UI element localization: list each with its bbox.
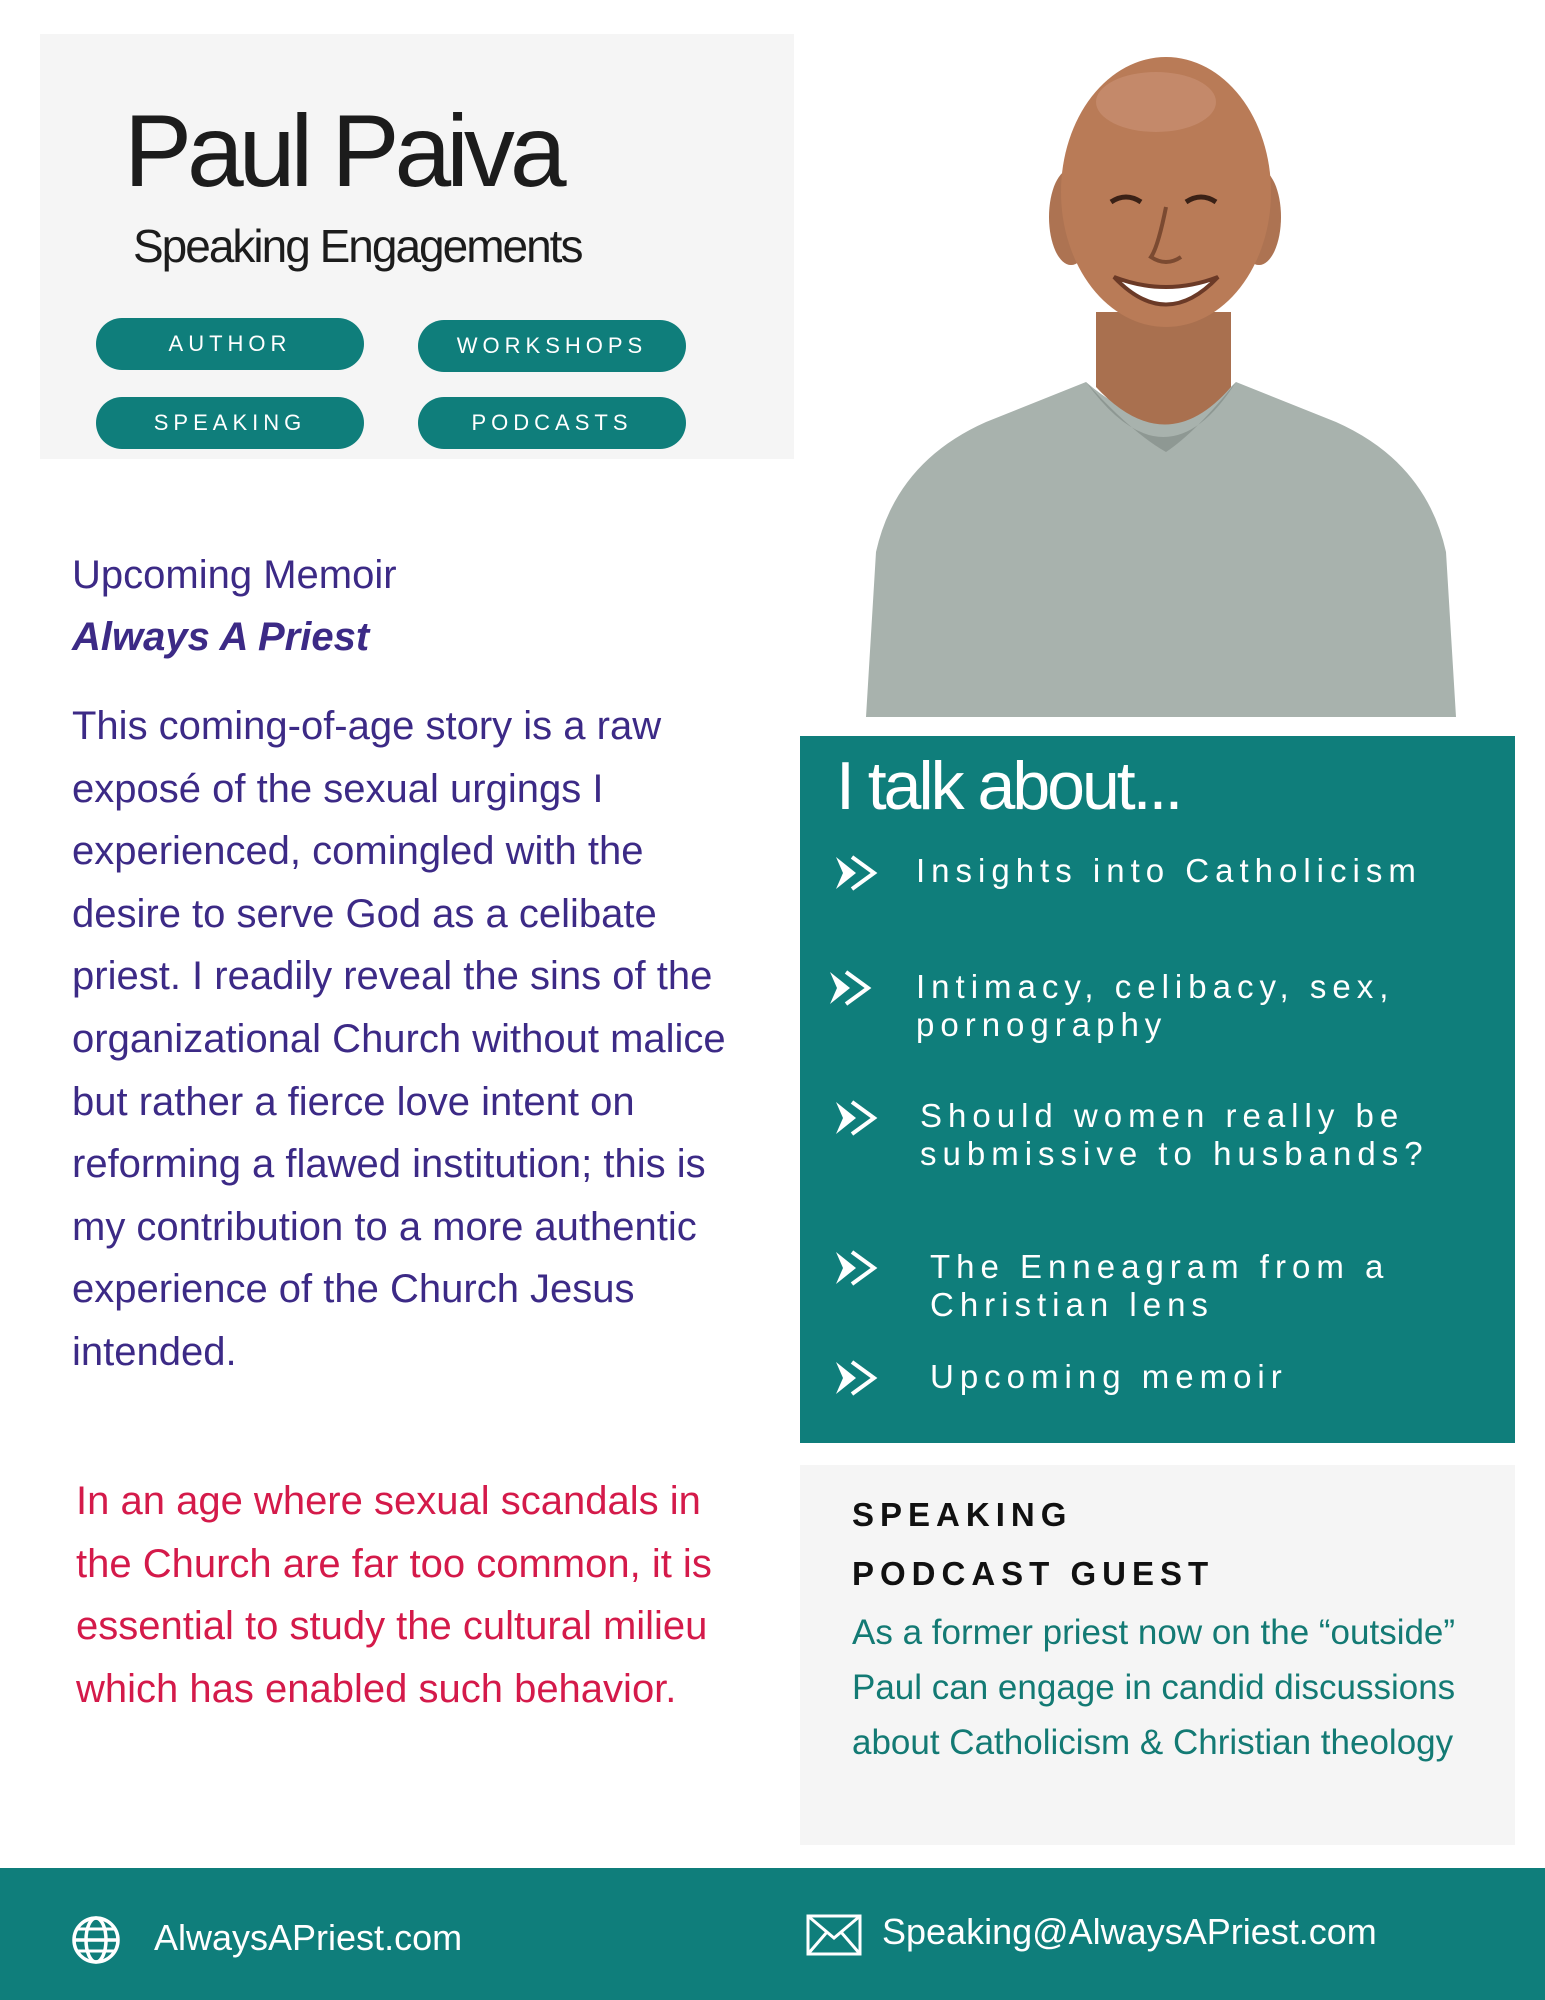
portrait-photo	[866, 32, 1466, 717]
memoir-description: This coming-of-age story is a raw exposé of the sexual urgings I experienced, comingled with the desire to serve God as a celibate priest. I readily reveal the sins of the organizational Church without malice but rather a fierce love intent on reforming a flawed institution; this is my contribution to a more authentic experience of the Church Jesus intended.	[72, 704, 726, 1374]
speaking-heading: SPEAKING	[852, 1496, 1073, 1533]
speaking-pill: SPEAKING	[96, 397, 364, 449]
envelope-icon	[806, 1914, 862, 1956]
page-subtitle: Speaking Engagements	[133, 220, 582, 272]
memoir-label: Upcoming Memoir	[72, 553, 397, 597]
talk-topics-title: I talk about...	[836, 748, 1181, 824]
speaking-description: As a former priest now on the “outside” Paul can engage in candid discussions about Catholicism & Christian theology	[852, 1613, 1456, 1762]
talk-topics-panel	[800, 736, 1515, 1443]
memoir-quote: In an age where sexual scandals in the Church are far too common, it is essential to study the cultural milieu which has enabled such behavior.	[76, 1479, 712, 1711]
website-link[interactable]: AlwaysAPriest.com	[154, 1917, 463, 1958]
page-title: Paul Paiva	[124, 94, 562, 208]
email-link[interactable]: Speaking@AlwaysAPriest.com	[882, 1911, 1377, 1952]
podcasts-pill: PODCASTS	[418, 397, 686, 449]
topic-item: Should women really be submissive to husbands?	[920, 1097, 1429, 1172]
double-chevron-icon	[834, 1358, 882, 1398]
double-chevron-icon	[834, 853, 882, 893]
author-pill: AUTHOR	[96, 318, 364, 370]
workshops-pill: WORKSHOPS	[418, 320, 686, 372]
memoir-title: Always A Priest	[72, 615, 370, 659]
topic-item: Insights into Catholicism	[916, 852, 1422, 889]
globe-icon	[70, 1914, 122, 1966]
topic-item: The Enneagram from a Christian lens	[930, 1248, 1390, 1323]
double-chevron-icon	[828, 968, 876, 1008]
double-chevron-icon	[834, 1098, 882, 1138]
podcast-guest-heading: PODCAST GUEST	[852, 1555, 1215, 1592]
topic-item: Intimacy, celibacy, sex, pornography	[916, 968, 1395, 1043]
topic-item: Upcoming memoir	[930, 1358, 1288, 1395]
double-chevron-icon	[834, 1248, 882, 1288]
